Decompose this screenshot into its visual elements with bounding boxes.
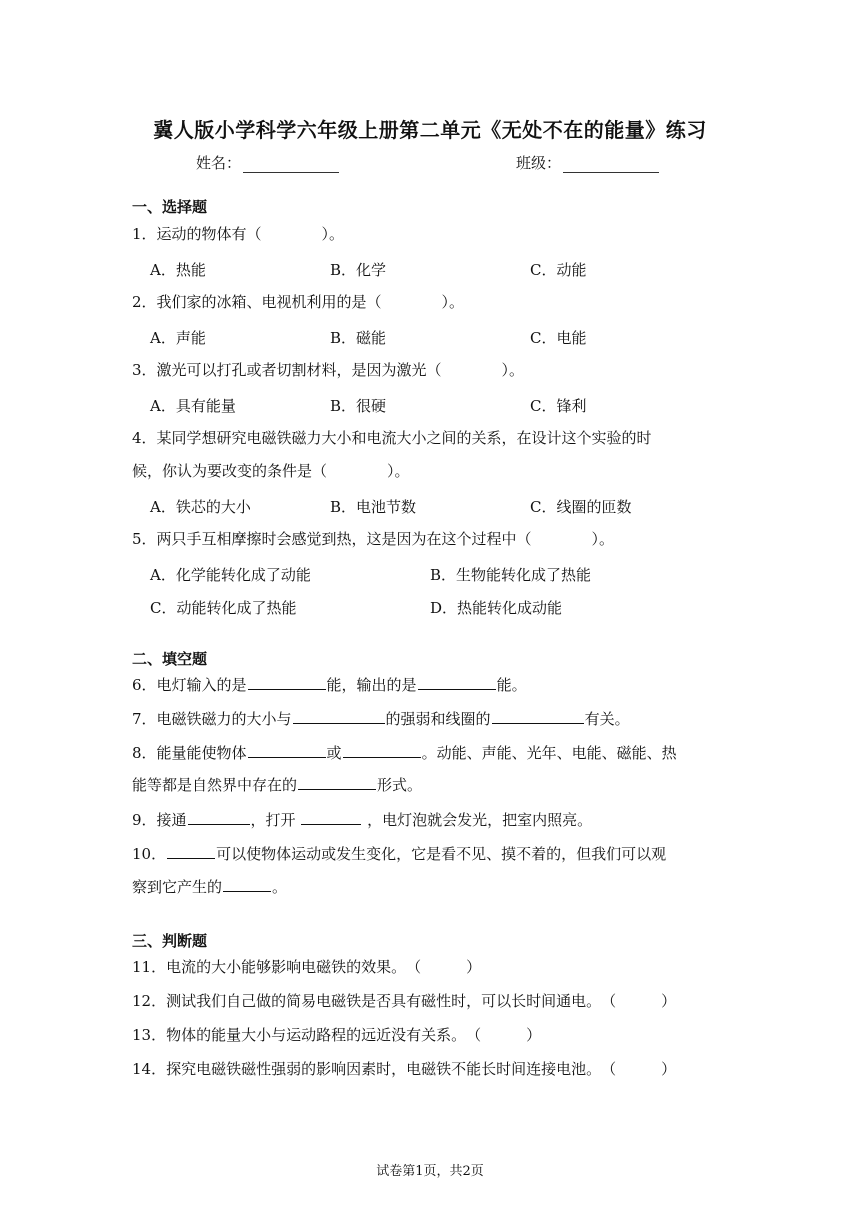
question-12 <box>132 984 732 1018</box>
q6-blank-1[interactable] <box>248 673 326 690</box>
class-field-row <box>516 152 659 173</box>
q9-text-a: 9．接通 <box>132 811 187 829</box>
q9-text-c: ，电灯泡就会发光，把室内照亮。 <box>362 811 593 829</box>
question-3: 3．激光可以打孔或者切割材料，是因为激光（ ）。 <box>132 361 525 379</box>
question-10-line1 <box>132 837 732 871</box>
q6-text-a: 6．电灯输入的是 <box>132 676 247 694</box>
q11-text: 11．电流的大小能够影响电磁铁的效果。 <box>132 958 407 976</box>
q14-answer-paren[interactable]: （ ） <box>601 1060 677 1078</box>
question-13 <box>132 1018 732 1052</box>
q8-blank-3[interactable] <box>298 773 376 790</box>
q9-text-b: ，打开 <box>250 811 301 829</box>
q3-option-b: B．很硬 <box>330 397 387 415</box>
question-6 <box>132 668 732 702</box>
q10-text-a: 10． <box>132 845 167 863</box>
q8-blank-1[interactable] <box>248 741 326 758</box>
question-10-line2 <box>132 870 732 904</box>
question-1: 1．运动的物体有（ ）。 <box>132 225 345 243</box>
class-label: 班级： <box>516 154 562 172</box>
name-label: 姓名： <box>196 154 242 172</box>
q9-blank-2[interactable] <box>301 808 361 825</box>
q1-option-a: A．热能 <box>150 261 206 279</box>
q6-blank-2[interactable] <box>418 673 496 690</box>
q8-text-a: 8．能量能使物体 <box>132 744 247 762</box>
q13-text: 13．物体的能量大小与运动路程的远近没有关系。 <box>132 1026 467 1044</box>
q10-text-d: 。 <box>272 878 288 896</box>
q3-option-c: C．锋利 <box>530 397 587 415</box>
question-8-line2 <box>132 768 732 802</box>
question-4-line2: 候，你认为要改变的条件是（ ）。 <box>132 462 410 480</box>
q14-text: 14．探究电磁铁磁性强弱的影响因素时，电磁铁不能长时间连接电池。 <box>132 1060 602 1078</box>
q10-text-b: 可以使物体运动或发生变化，它是看不见、摸不着的，但我们可以观 <box>216 845 667 863</box>
q7-text-b: 的强弱和线圈的 <box>385 710 491 728</box>
q13-answer-paren[interactable]: （ ） <box>466 1026 542 1044</box>
question-14 <box>132 1052 732 1086</box>
q8-text-c: 。动能、声能、光年、电能、磁能、热 <box>421 744 677 762</box>
q7-text-c: 有关。 <box>584 710 630 728</box>
q1-option-c: C．动能 <box>530 261 587 279</box>
section-heading-choice: 一、选择题 <box>132 198 208 216</box>
question-2: 2．我们家的冰箱、电视机利用的是（ ）。 <box>132 293 465 311</box>
q11-answer-paren[interactable]: （ ） <box>406 958 482 976</box>
name-field-row <box>196 152 339 173</box>
page-footer: 试卷第1页，共2页 <box>376 1164 484 1179</box>
q7-blank-1[interactable] <box>293 707 385 724</box>
question-9 <box>132 803 732 837</box>
q5-option-b: B．生物能转化成了热能 <box>430 566 592 584</box>
class-blank[interactable] <box>563 158 659 173</box>
q9-blank-1[interactable] <box>188 808 250 825</box>
q2-option-a: A．声能 <box>150 329 206 347</box>
section-heading-fill: 二、填空题 <box>132 650 208 668</box>
q1-option-b: B．化学 <box>330 261 387 279</box>
q3-option-a: A．具有能量 <box>150 397 236 415</box>
q2-option-b: B．磁能 <box>330 329 387 347</box>
q10-blank-2[interactable] <box>223 875 271 892</box>
q5-option-c: C．动能转化成了热能 <box>150 599 297 617</box>
q8-text-b: 或 <box>326 744 342 762</box>
q8-blank-2[interactable] <box>343 741 421 758</box>
question-5: 5．两只手互相摩擦时会感觉到热，这是因为在这个过程中（ ）。 <box>132 530 615 548</box>
q12-answer-paren[interactable]: （ ） <box>601 992 677 1010</box>
page-title: 冀人版小学科学六年级上册第二单元《无处不在的能量》练习 <box>153 118 707 142</box>
name-blank[interactable] <box>243 158 339 173</box>
q6-text-b: 能，输出的是 <box>326 676 417 694</box>
question-4-line1: 4．某同学想研究电磁铁磁力大小和电流大小之间的关系，在设计这个实验的时 <box>132 429 652 447</box>
q5-option-a: A．化学能转化成了动能 <box>150 566 311 584</box>
q10-text-c: 察到它产生的 <box>132 878 223 896</box>
q8-text-e: 形式。 <box>377 776 423 794</box>
question-7 <box>132 702 732 736</box>
q5-option-d: D．热能转化成动能 <box>430 599 563 617</box>
q7-blank-2[interactable] <box>492 707 584 724</box>
question-8-line1 <box>132 736 732 770</box>
q2-option-c: C．电能 <box>530 329 587 347</box>
q12-text: 12．测试我们自己做的简易电磁铁是否具有磁性时，可以长时间通电。 <box>132 992 602 1010</box>
q6-text-c: 能。 <box>496 676 527 694</box>
q7-text-a: 7．电磁铁磁力的大小与 <box>132 710 292 728</box>
section-heading-judge: 三、判断题 <box>132 932 208 950</box>
q10-blank-1[interactable] <box>167 842 215 859</box>
q4-option-b: B．电池节数 <box>330 498 417 516</box>
q8-text-d: 能等都是自然界中存在的 <box>132 776 298 794</box>
q4-option-a: A．铁芯的大小 <box>150 498 251 516</box>
question-11 <box>132 950 732 984</box>
q4-option-c: C．线圈的匝数 <box>530 498 632 516</box>
